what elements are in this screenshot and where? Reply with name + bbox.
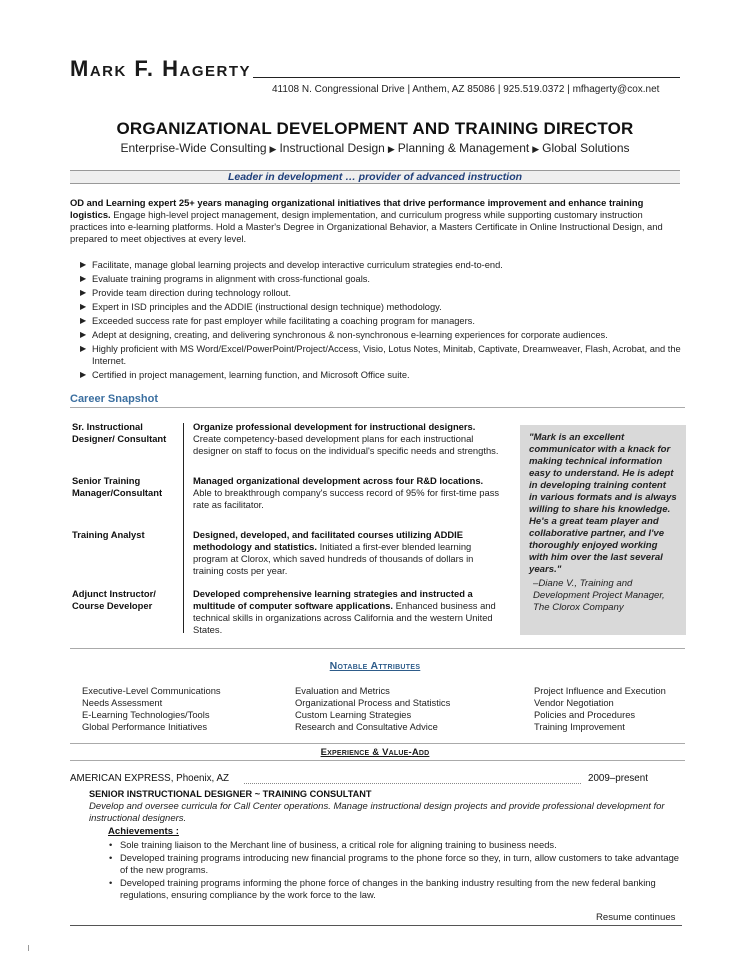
- testimonial-quote: "Mark is an excellent communicator with a knack for making technical information easy to understand. He is adept in developing training content in various formats and is always willing to share his knowledge. He's a great team player and collaborative partner, and I've thoroughly enjoyed working with him over the last several years.": [529, 432, 677, 575]
- dotted-leader: [244, 783, 581, 784]
- attribute-item: Research and Consultative Advice: [295, 721, 438, 732]
- role-name: Sr. Instructional Designer/ Consultant: [72, 421, 167, 444]
- role-detail: Able to breakthrough company's success record of 95% for first-time pass rate as facilitator.: [193, 487, 500, 510]
- triangle-bullet-icon: ▶: [80, 260, 87, 269]
- attribute-item: Evaluation and Metrics: [295, 685, 390, 696]
- job-title: SENIOR INSTRUCTIONAL DESIGNER ~ TRAINING CONSULTANT: [89, 789, 372, 799]
- role-name: Senior Training Manager/Consultant: [72, 475, 163, 498]
- job-description: Develop and oversee curricula for Call Center operations. Manage instructional design projects and provide professional development for instructional designers.: [89, 801, 665, 824]
- list-item: [80, 343, 682, 367]
- employer-name: AMERICAN EXPRESS, Phoenix, AZ: [70, 773, 229, 784]
- attribute-item: Project Influence and Execution: [534, 685, 666, 696]
- role-detail: Create competency-based development plans for each instructional designer on staff to focus on the individual's specific needs and strengths.: [193, 433, 499, 456]
- role-detail: Initiated a first-ever blended learning program at Clorox, which saved hundreds of thousands of dollars in training costs per year.: [193, 541, 474, 576]
- resume-continues-note: Resume continues: [596, 912, 676, 923]
- role-highlight: Organize professional development for instructional designers.: [193, 421, 476, 432]
- achievement-text: Sole training liaison to the Merchant line of business, a critical role for aligning training to business needs.: [120, 839, 557, 850]
- bullet-text: Facilitate, manage global learning projects and develop interactive curriculum strategies end-to-end.: [92, 260, 503, 270]
- resume-title: ORGANIZATIONAL DEVELOPMENT AND TRAINING DIRECTOR: [116, 119, 634, 138]
- bullet-dot-icon: •: [109, 852, 113, 863]
- experience-heading: Experience & Value-Add: [320, 747, 430, 758]
- candidate-name: Mark F. Hagerty: [70, 56, 252, 81]
- list-item: [80, 329, 682, 341]
- contact-info: 41108 N. Congressional Drive | Anthem, AZ 85086 | 925.519.0372 | mfhagerty@cox.net: [272, 84, 660, 95]
- list-item: [80, 301, 682, 313]
- role-name: Adjunct Instructor/ Course Developer: [72, 588, 156, 611]
- bullet-dot-icon: •: [109, 839, 113, 850]
- testimonial-attribution: –Diane V., Training and Development Project Manager, The Clorox Company: [533, 578, 665, 613]
- role-description: [193, 588, 503, 636]
- list-item: [80, 287, 682, 299]
- list-item: [108, 852, 686, 876]
- attributes-column-2: [295, 685, 450, 733]
- triangle-bullet-icon: ▶: [80, 302, 87, 311]
- summary-paragraph: [70, 197, 682, 245]
- role-detail: Enhanced business and technical skills in organizations across California and the western United States.: [193, 600, 496, 635]
- role-highlight: Developed comprehensive learning strategies and instructed a multitude of computer software applications.: [193, 588, 473, 611]
- triangle-bullet-icon: ▶: [80, 330, 87, 339]
- specialties-line: [0, 141, 750, 155]
- section-divider: [70, 760, 685, 761]
- summary-lead: OD and Learning expert 25+ years managing organizational initiatives that drive performance improvement and enhance training logistics.: [70, 197, 644, 220]
- attribute-item: Policies and Procedures: [534, 709, 636, 720]
- bullet-text: Certified in project management, learning function, and Microsoft Office suite.: [92, 370, 410, 380]
- achievements-heading: Achievements :: [108, 826, 179, 837]
- bullet-dot-icon: •: [109, 877, 113, 888]
- footer-divider: [70, 925, 682, 926]
- bullet-text: Expert in ISD principles and the ADDIE (instructional design technique) methodology.: [92, 302, 442, 312]
- attribute-item: Needs Assessment: [82, 697, 163, 708]
- attributes-column-1: [82, 685, 221, 733]
- role-description: [193, 421, 503, 457]
- name-row: [70, 56, 680, 84]
- roles-divider: [183, 423, 184, 633]
- role-description: [193, 529, 503, 577]
- attribute-item: E-Learning Technologies/Tools: [82, 709, 210, 720]
- attribute-item: Training Improvement: [534, 721, 625, 732]
- specialty-item: Global Solutions: [542, 141, 630, 155]
- triangle-right-icon: ▶: [269, 144, 277, 154]
- career-snapshot-heading: Career Snapshot: [70, 393, 159, 405]
- summary-bullets: [80, 259, 682, 383]
- employment-dates: 2009–present: [588, 773, 648, 784]
- achievements-list: [108, 839, 686, 902]
- summary-body: Engage high-level project management, design implementation, and curriculum progress while supporting customary instruction practices into e-learning platforms. Hold a Master's Degree in Organizational Behavior, a Masters Certificate in Online Instructional Design, and prepared to meet objectives at every level.: [70, 209, 663, 244]
- role-highlight: Managed organizational development across four R&D locations.: [193, 475, 484, 486]
- testimonial-box: [520, 425, 686, 635]
- triangle-right-icon: ▶: [532, 144, 540, 154]
- list-item: [108, 839, 686, 851]
- list-item: [80, 273, 682, 285]
- achievement-text: Developed training programs introducing new financial programs to the phone force so they, in turn, allow customers to take advantage of the new programs.: [120, 852, 679, 875]
- bullet-text: Highly proficient with MS Word/Excel/PowerPoint/Project/Access, Visio, Lotus Notes, Minitab, Captivate, Dreamweaver, Flash, Acrobat, and the Internet.: [92, 344, 681, 366]
- triangle-bullet-icon: ▶: [80, 274, 87, 283]
- attribute-item: Organizational Process and Statistics: [295, 697, 451, 708]
- bullet-text: Exceeded success rate for past employer while facilitating a coaching program for managers.: [92, 316, 475, 326]
- list-item: [80, 369, 682, 381]
- attributes-column-3: [534, 685, 666, 733]
- bullet-text: Evaluate training programs in alignment with cross-functional goals.: [92, 274, 371, 284]
- role-name: Training Analyst: [72, 529, 145, 540]
- list-item: [80, 259, 682, 271]
- list-item: [80, 315, 682, 327]
- triangle-bullet-icon: ▶: [80, 288, 87, 297]
- bullet-text: Adept at designing, creating, and delivering synchronous & non-synchronous e-learning experiences for corporate audiences.: [92, 330, 608, 340]
- list-item: [108, 877, 686, 901]
- triangle-right-icon: ▶: [387, 144, 395, 154]
- specialty-item: Instructional Design: [279, 141, 385, 155]
- tagline-band: Leader in development … provider of advanced instruction: [70, 170, 680, 184]
- achievement-text: Developed training programs informing the phone force of changes in the banking industry resulting from the new federal banking regulations, ensuring compliance by the work force to the law.: [120, 877, 656, 900]
- section-divider: [70, 407, 685, 408]
- attribute-item: Global Performance Initiatives: [82, 721, 208, 732]
- triangle-bullet-icon: ▶: [80, 316, 87, 325]
- role-description: [193, 475, 503, 511]
- section-divider: [70, 648, 685, 649]
- attribute-item: Vendor Negotiation: [534, 697, 614, 708]
- attribute-item: Custom Learning Strategies: [295, 709, 412, 720]
- attribute-item: Executive-Level Communications: [82, 685, 221, 696]
- specialty-item: Planning & Management: [397, 141, 530, 155]
- section-divider: [70, 743, 685, 744]
- triangle-bullet-icon: ▶: [80, 370, 87, 379]
- name-underline: [253, 77, 680, 78]
- notable-attributes-heading: Notable Attributes: [329, 660, 421, 672]
- triangle-bullet-icon: ▶: [80, 344, 87, 353]
- role-highlight: Designed, developed, and facilitated courses utilizing ADDIE methodology and statistics.: [193, 529, 464, 552]
- bullet-text: Provide team direction during technology rollout.: [92, 288, 291, 298]
- specialty-item: Enterprise-Wide Consulting: [120, 141, 267, 155]
- page-corner-mark: [28, 945, 34, 951]
